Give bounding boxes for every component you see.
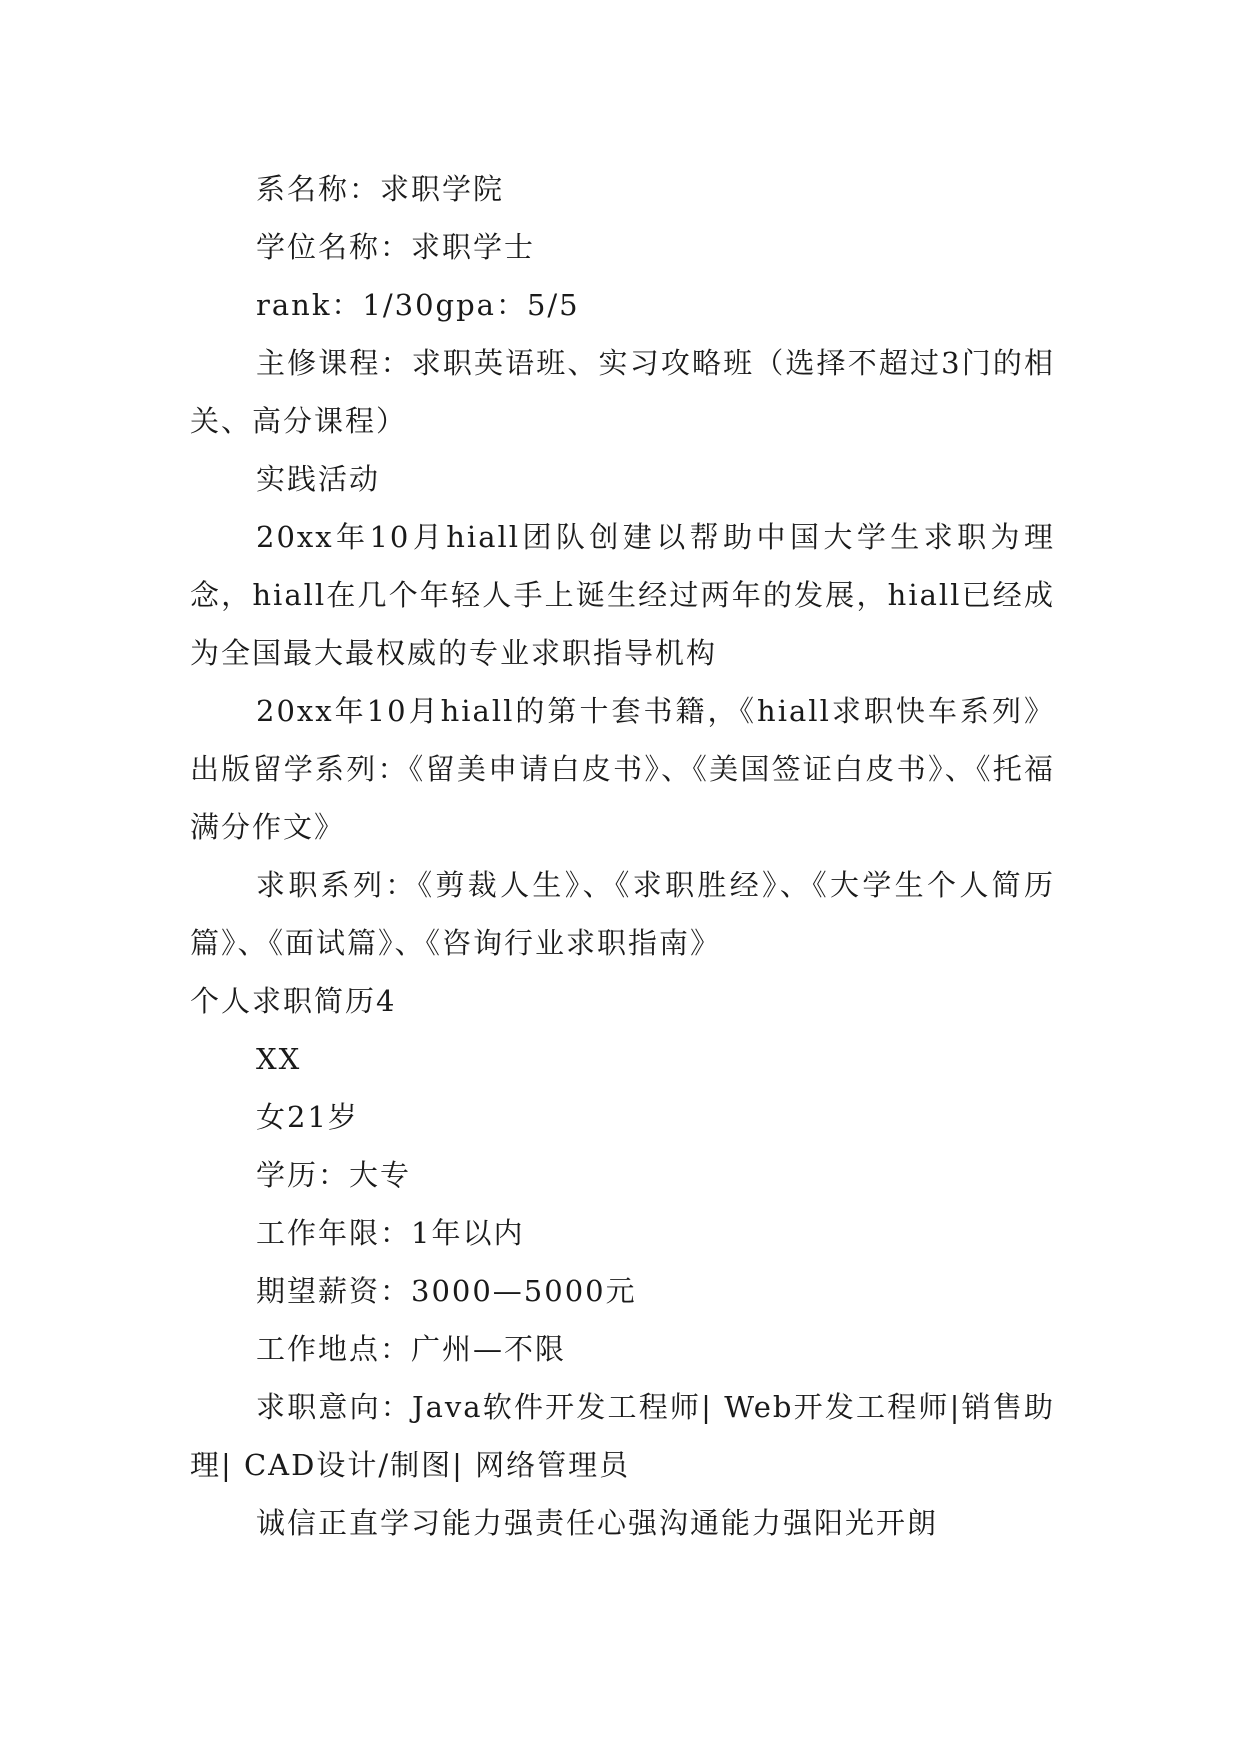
activity-paragraph-2: 20xx年10月hiall的第十套书籍，《hiall求职快车系列》出版留学系列：《留美申请白皮书》、《美国签证白皮书》、《托福满分作文》 — [190, 694, 1055, 844]
expected-salary: 期望薪资：3000—5000元 — [256, 1274, 637, 1308]
gender-age: 女21岁 — [256, 1100, 359, 1134]
job-intention: 求职意向：Java软件开发工程师| Web开发工程师|销售助理| CAD设计/制图| 网络管理员 — [190, 1390, 1055, 1482]
education: 学历：大专 — [256, 1158, 412, 1192]
document-page — [190, 160, 1055, 1552]
major-courses: 主修课程：求职英语班、实习攻略班（选择不超过3门的相关、高分课程） — [190, 346, 1055, 438]
work-location: 工作地点：广州—不限 — [256, 1332, 567, 1366]
activity-paragraph-3: 求职系列：《剪裁人生》、《求职胜经》、《大学生个人简历篇》、《面试篇》、《咨询行业求职指南》 — [190, 868, 1055, 960]
section-heading: 个人求职简历4 — [190, 984, 397, 1018]
degree-name: 学位名称：求职学士 — [256, 230, 536, 264]
department-name: 系名称：求职学院 — [256, 172, 505, 206]
self-evaluation: 诚信正直学习能力强责任心强沟通能力强阳光开朗 — [256, 1506, 939, 1540]
applicant-name: XX — [256, 1042, 302, 1076]
practice-activities-heading: 实践活动 — [256, 462, 381, 496]
work-experience: 工作年限：1年以内 — [256, 1216, 525, 1250]
rank-gpa: rank：1/30gpa：5/5 — [256, 288, 580, 322]
activity-paragraph-1: 20xx年10月hiall团队创建以帮助中国大学生求职为理念，hiall在几个年轻人手上诞生经过两年的发展，hiall已经成为全国最大最权威的专业求职指导机构 — [190, 520, 1055, 670]
